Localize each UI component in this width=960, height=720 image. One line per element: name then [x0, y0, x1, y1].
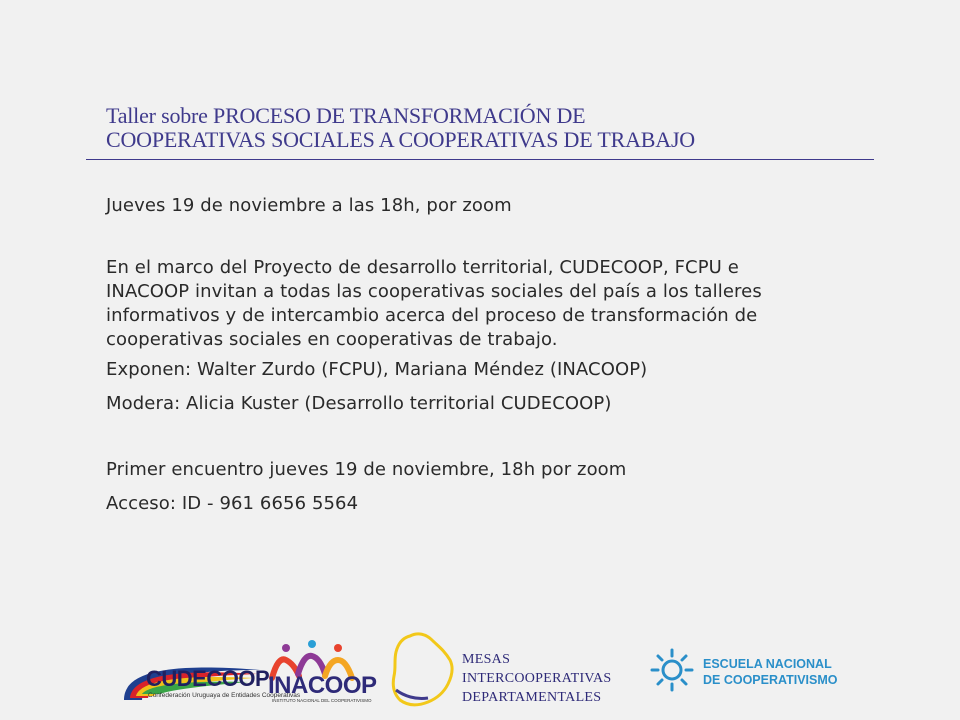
escuela-line2: DE COOPERATIVISMO — [703, 673, 838, 687]
title-divider — [86, 159, 874, 160]
access-id: Acceso: ID - 961 6656 5564 — [106, 493, 359, 514]
event-date: Jueves 19 de noviembre a las 18h, por zoom — [106, 195, 512, 216]
inacoop-logo-subtitle: INSTITUTO NACIONAL DEL COOPERATIVISMO — [272, 698, 372, 703]
title-lead: Taller sobre — [106, 103, 214, 128]
uruguay-map-icon — [388, 630, 458, 710]
mesas-logo-text — [462, 650, 612, 707]
mesas-line1: MESAS — [462, 652, 511, 667]
first-meeting: Primer encuentro jueves 19 de noviembre, 18h por zoom — [106, 459, 627, 480]
escuela-line1: ESCUELA NACIONAL — [703, 657, 832, 671]
title-emphasis-line2: COOPERATIVAS SOCIALES A COOPERATIVAS DE TRABAJO — [106, 127, 695, 152]
inacoop-logo-text: INACOOP — [268, 672, 377, 699]
cudecoop-logo-text: CUDECOOP — [146, 666, 270, 691]
logo-footer — [0, 620, 960, 720]
mesas-line2: INTERCOOPERATIVAS — [462, 671, 612, 686]
description-paragraph: En el marco del Proyecto de desarrollo territorial, CUDECOOP, FCPU e INACOOP invitan a todas las cooperativas sociales del país a los talleres informativos y de intercambio acerca del proceso de transformación de cooperativas sociales en cooperativas de trabajo. — [106, 257, 762, 350]
cudecoop-logo-subtitle: Confederación Uruguaya de Entidades Cooperativas — [148, 692, 301, 699]
escuela-logo-text — [703, 656, 838, 688]
mesas-line3: DEPARTAMENTALES — [462, 690, 602, 705]
page-title — [106, 104, 826, 152]
escuela-sun-icon — [650, 648, 694, 692]
moderator: Modera: Alicia Kuster (Desarrollo territorial CUDECOOP) — [106, 393, 612, 414]
speakers: Exponen: Walter Zurdo (FCPU), Mariana Méndez (INACOOP) — [106, 359, 648, 380]
title-emphasis-line1: PROCESO DE TRANSFORMACIÓN DE — [213, 103, 586, 128]
